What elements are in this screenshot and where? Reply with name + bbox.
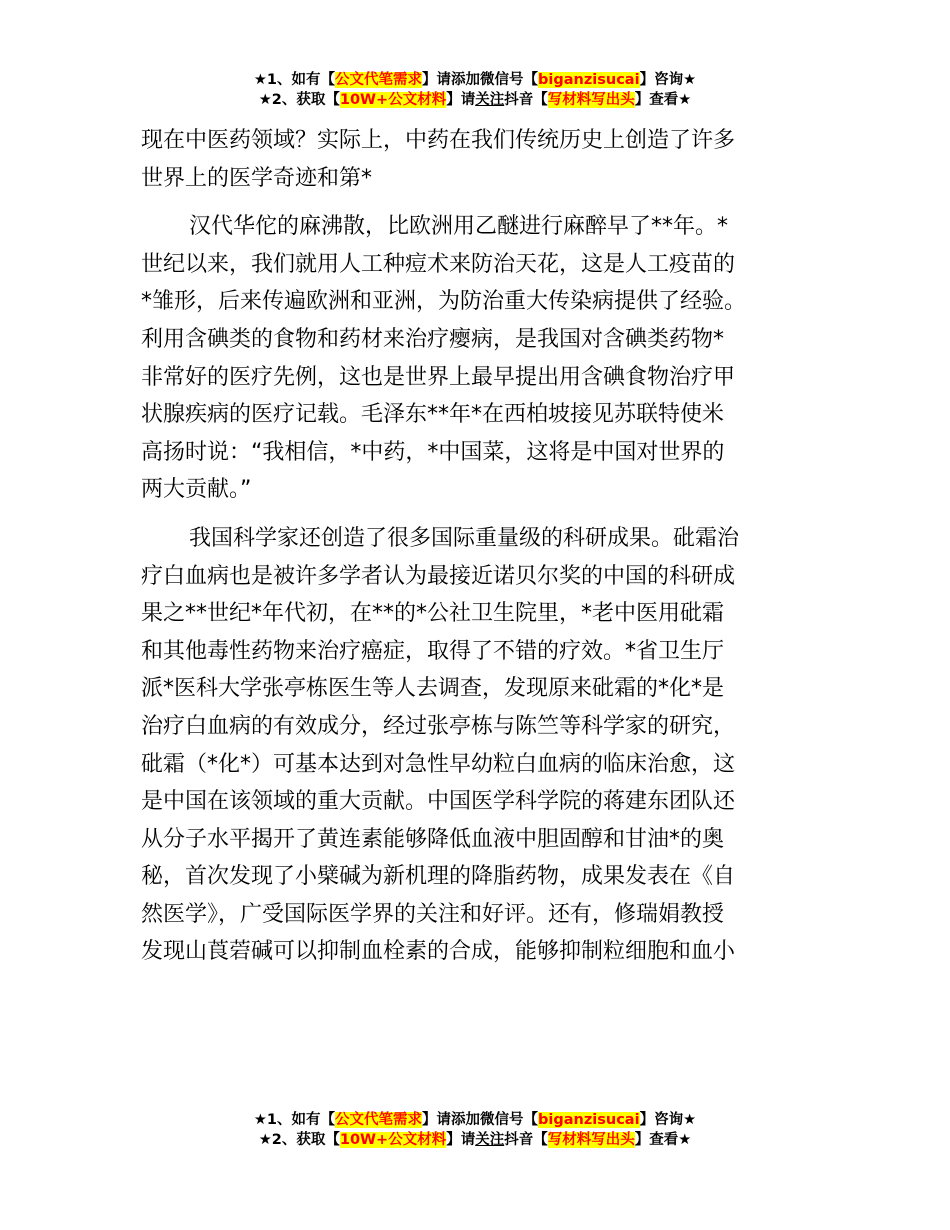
highlight-writing-service: 公文代笔需求 <box>335 72 423 88</box>
highlight-wechat-id: biganzisucai <box>538 1112 640 1128</box>
promo-banner-bottom <box>0 1110 950 1150</box>
highlight-materials: 10W+公文材料 <box>339 1132 447 1148</box>
promo-line-1: ★1、如有【公文代笔需求】请添加微信号【biganzisucai】咨询★ <box>253 72 697 88</box>
highlight-writing-service: 公文代笔需求 <box>335 1112 423 1128</box>
follow-link: 关注 <box>475 1132 505 1148</box>
text-line: 果之**世纪*年代初，在**的*公社卫生院里，*老中医用砒霜 <box>141 601 725 627</box>
promo-line-1: ★1、如有【公文代笔需求】请添加微信号【biganzisucai】咨询★ <box>253 1112 697 1128</box>
text-line: 高扬时说：“我相信，*中药，*中国菜，这将是中国对世界的 <box>141 439 725 465</box>
promo-banner-top <box>0 70 950 110</box>
text-line: 和其他毒性药物来治疗癌症，取得了不错的疗效。*省卫生厅 <box>141 638 725 664</box>
promo-line-2: ★2、获取【10W+公文材料】请关注抖音【写材料写出头】查看★ <box>258 92 692 108</box>
text-line: 然医学》，广受国际医学界的关注和好评。还有，修瑞娟教授 <box>141 901 725 927</box>
document-body <box>141 122 811 971</box>
paragraph-3 <box>141 520 811 971</box>
highlight-douyin-account: 写材料写出头 <box>547 1132 635 1148</box>
text-line: 汉代华佗的麻沸散，比欧洲用乙醚进行麻醉早了**年。* <box>189 214 729 240</box>
highlight-douyin-account: 写材料写出头 <box>547 92 635 108</box>
text-line: 状腺疾病的医疗记载。毛泽东**年*在西柏坡接见苏联特使米 <box>141 402 725 428</box>
text-line: 非常好的医疗先例，这也是世界上最早提出用含碘食物治疗甲 <box>141 364 736 390</box>
text-line: 从分子水平揭开了黄连素能够降低血液中胆固醇和甘油*的奥 <box>141 826 725 852</box>
text-line: 治疗白血病的有效成分，经过张亭栋与陈竺等科学家的研究， <box>141 713 736 739</box>
text-line: 我国科学家还创造了很多国际重量级的科研成果。砒霜治 <box>189 525 740 551</box>
paragraph-2 <box>141 208 811 509</box>
text-line: *雏形，后来传遍欧洲和亚洲，为防治重大传染病提供了经验。 <box>141 289 747 315</box>
follow-link: 关注 <box>475 92 505 108</box>
text-line: 两大贡献。” <box>141 477 252 503</box>
text-line: 是中国在该领域的重大贡献。中国医学科学院的蒋建东团队还 <box>141 789 736 815</box>
highlight-wechat-id: biganzisucai <box>538 72 640 88</box>
text-line: 现在中医药领域？实际上，中药在我们传统历史上创造了许多 <box>141 128 736 153</box>
text-line: 秘，首次发现了小檗碱为新机理的降脂药物，成果发表在《自 <box>141 864 736 890</box>
text-line: 利用含碘类的食物和药材来治疗瘿病，是我国对含碘类药物* <box>141 326 725 352</box>
text-line: 派*医科大学张亭栋医生等人去调查，发现原来砒霜的*化*是 <box>141 676 725 702</box>
text-line: 发现山莨菪碱可以抑制血栓素的合成，能够抑制粒细胞和血小 <box>141 939 736 965</box>
text-line: 世纪以来，我们就用人工种痘术来防治天花，这是人工疫苗的 <box>141 251 736 277</box>
paragraph-1 <box>141 122 811 197</box>
text-line: 疗白血病也是被许多学者认为最接近诺贝尔奖的中国的科研成 <box>141 563 736 589</box>
promo-line-2: ★2、获取【10W+公文材料】请关注抖音【写材料写出头】查看★ <box>258 1132 692 1148</box>
text-line: 世界上的医学奇迹和第* <box>141 165 373 191</box>
text-line: 砒霜（*化*）可基本达到对急性早幼粒白血病的临床治愈，这 <box>141 751 736 777</box>
highlight-materials: 10W+公文材料 <box>339 92 447 108</box>
